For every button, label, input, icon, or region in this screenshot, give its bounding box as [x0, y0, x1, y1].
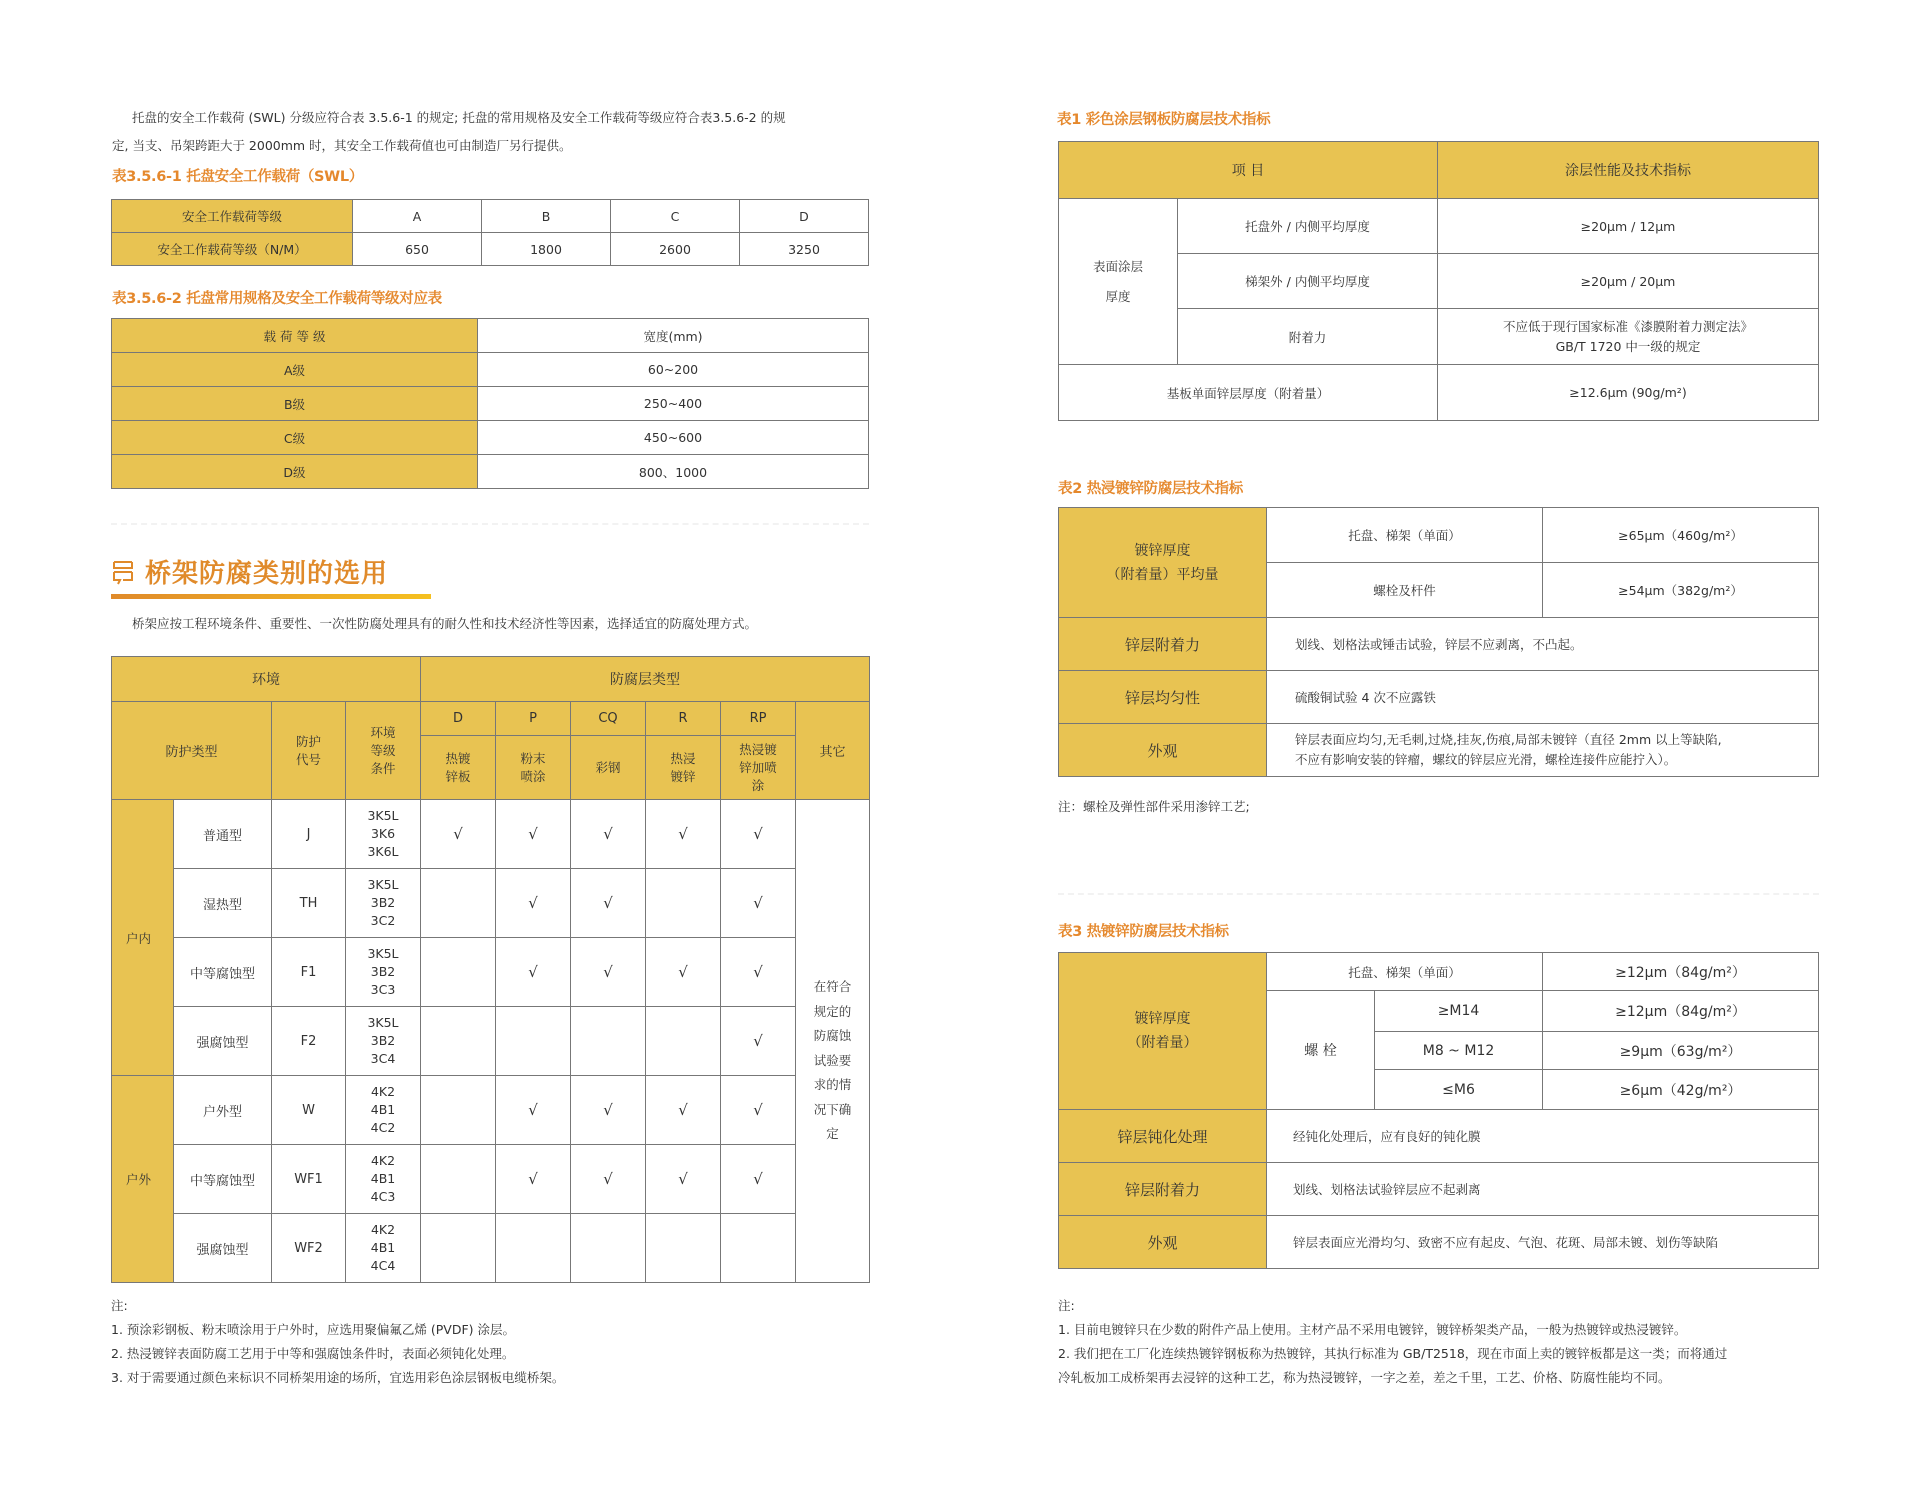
table-row — [1059, 508, 1819, 563]
spec-cell: ≥20μm / 20μm — [1438, 254, 1819, 309]
coating-code-d: D — [421, 702, 496, 736]
env-condition: 3K5L 3B2 3C4 — [346, 1007, 421, 1076]
row-label: 外观 — [1059, 724, 1267, 777]
table-row — [1059, 618, 1819, 671]
note-item: 冷轧板加工成桥架再去浸锌的这种工艺，称为热浸镀锌，一字之差，差之千里，工艺、价格、防腐性能均不同。 — [1058, 1370, 1671, 1385]
table1-title: 表3.5.6-1 托盘安全工作载荷（SWL） — [112, 169, 364, 185]
protection-code: TH — [272, 869, 346, 938]
header-grade: 载 荷 等 级 — [112, 319, 478, 353]
protection-type: 中等腐蚀型 — [174, 938, 272, 1007]
check-cell-d — [421, 1007, 496, 1076]
grade-cell: C — [611, 200, 740, 233]
coating-name: 热浸镀 锌加喷 涂 — [721, 736, 796, 800]
right-table1-title: 表1 彩色涂层钢板防腐层技术指标 — [1057, 112, 1271, 128]
row-label: 安全工作载荷等级（N/M） — [112, 233, 353, 266]
environment-group: 户内 — [112, 800, 174, 1076]
check-cell-d — [421, 1145, 496, 1214]
spec-line: GB/T 1720 中一级的规定 — [1555, 338, 1701, 354]
header-spec: 涂层性能及技术指标 — [1438, 142, 1819, 199]
table-row — [112, 1214, 870, 1283]
row-label: 锌层附着力 — [1059, 618, 1267, 671]
table-header-row — [112, 702, 870, 736]
protection-code: F1 — [272, 938, 346, 1007]
corrosion-selection-table — [111, 656, 870, 1283]
check-cell-rp: √ — [721, 1145, 796, 1214]
row-text: 经钝化处理后，应有良好的钝化膜 — [1267, 1110, 1819, 1163]
width-grade-table — [111, 318, 869, 489]
note-item: 1. 预涂彩钢板、粉末喷涂用于户外时，应选用聚偏氟乙烯 (PVDF) 涂层。 — [111, 1322, 516, 1337]
check-cell-p: √ — [496, 800, 571, 869]
spec-cell: ≥65μm（460g/m²） — [1543, 508, 1819, 563]
right-table2-title: 表2 热浸镀锌防腐层技术指标 — [1058, 481, 1243, 497]
protection-code: WF2 — [272, 1214, 346, 1283]
check-cell-rp: √ — [721, 800, 796, 869]
table-row — [112, 938, 870, 1007]
table-row — [112, 353, 869, 387]
check-cell-cq — [571, 1214, 646, 1283]
header-item: 项 目 — [1059, 142, 1438, 199]
protection-type: 普通型 — [174, 800, 272, 869]
check-cell-cq: √ — [571, 1076, 646, 1145]
section-description: 桥架应按工程环境条件、重要性、一次性防腐处理具有的耐久性和技术经济性等因素，选择适宜的防腐处理方式。 — [132, 616, 758, 631]
item-cell: 附着力 — [1178, 309, 1438, 365]
check-cell-r: √ — [646, 800, 721, 869]
check-cell-p — [496, 1214, 571, 1283]
item-cell: 螺栓及杆件 — [1267, 563, 1543, 618]
table-row — [1059, 199, 1819, 254]
row-label: 锌层附着力 — [1059, 1163, 1267, 1216]
note-item: 2. 热浸镀锌表面防腐工艺用于中等和强腐蚀条件时，表面必须钝化处理。 — [111, 1346, 515, 1361]
group-label — [1059, 199, 1178, 365]
thickness-label — [1059, 508, 1267, 618]
width-cell: 250~400 — [478, 387, 869, 421]
width-cell: 800、1000 — [478, 455, 869, 489]
protection-type: 中等腐蚀型 — [174, 1145, 272, 1214]
env-condition: 4K2 4B1 4C2 — [346, 1076, 421, 1145]
check-cell-cq: √ — [571, 869, 646, 938]
table-header-row — [112, 319, 869, 353]
label-line: 镀锌厚度 — [1134, 542, 1191, 559]
check-cell-rp: √ — [721, 1007, 796, 1076]
width-cell: 60~200 — [478, 353, 869, 387]
table-row — [112, 200, 869, 233]
note-item: 2. 我们把在工厂化连续热镀锌钢板称为热镀锌，其执行标准为 GB/T2518，现在市面上卖的镀锌板都是这一类；而将通过 — [1058, 1346, 1728, 1361]
check-cell-cq: √ — [571, 800, 646, 869]
table-row — [112, 455, 869, 489]
environment-group: 户外 — [112, 1076, 174, 1283]
grade-cell: D级 — [112, 455, 478, 489]
hot-galvanizing-table — [1058, 952, 1819, 1269]
spec-cell: ≥9μm（63g/m²） — [1543, 1032, 1819, 1070]
notes-label: 注: — [111, 1298, 128, 1313]
color-coated-steel-table — [1058, 141, 1819, 421]
swl-table — [111, 199, 869, 266]
protection-type: 户外型 — [174, 1076, 272, 1145]
check-cell-p: √ — [496, 869, 571, 938]
item-cell: 托盘、梯架（单面） — [1267, 953, 1543, 991]
group-label-text: 表面涂层 厚度 — [1092, 258, 1143, 304]
divider — [111, 523, 869, 525]
item-cell: 托盘、梯架（单面） — [1267, 508, 1543, 563]
check-cell-rp — [721, 1214, 796, 1283]
check-cell-r — [646, 869, 721, 938]
table2-title: 表3.5.6-2 托盘常用规格及安全工作载荷等级对应表 — [112, 291, 442, 307]
table-row — [112, 387, 869, 421]
width-cell: 450~600 — [478, 421, 869, 455]
coating-code-p: P — [496, 702, 571, 736]
check-cell-r: √ — [646, 1145, 721, 1214]
table-row — [112, 421, 869, 455]
value-cell: 650 — [353, 233, 482, 266]
table2-note: 注：螺栓及弹性部件采用渗锌工艺; — [1058, 799, 1250, 814]
label-line: 镀锌厚度 — [1134, 1011, 1191, 1027]
check-cell-cq: √ — [571, 1145, 646, 1214]
spec-cell: ≥6μm（42g/m²） — [1543, 1070, 1819, 1110]
item-cell: 基板单面锌层厚度（附着量） — [1059, 365, 1438, 421]
spec-cell: ≥20μm / 12μm — [1438, 199, 1819, 254]
size-cell: ≥M14 — [1375, 991, 1543, 1032]
protection-code: WF1 — [272, 1145, 346, 1214]
table-row — [112, 869, 870, 938]
note-item: 3. 对于需要通过颜色来标识不同桥架用途的场所，宜选用彩色涂层钢板电缆桥架。 — [111, 1370, 565, 1385]
row-label: 安全工作载荷等级 — [112, 200, 353, 233]
header-protection-type: 防护类型 — [112, 702, 272, 800]
coating-name: 粉末 喷涂 — [496, 736, 571, 800]
row-text: 硫酸铜试验 4 次不应露铁 — [1267, 671, 1819, 724]
value-cell: 2600 — [611, 233, 740, 266]
coating-name: 热镀 锌板 — [421, 736, 496, 800]
protection-code: J — [272, 800, 346, 869]
check-cell-rp: √ — [721, 869, 796, 938]
env-condition: 3K5L 3K6 3K6L — [346, 800, 421, 869]
check-cell-r: √ — [646, 1076, 721, 1145]
grade-cell: B级 — [112, 387, 478, 421]
check-cell-d — [421, 938, 496, 1007]
header-width: 宽度(mm) — [478, 319, 869, 353]
table-row — [1059, 724, 1819, 777]
coating-code-cq: CQ — [571, 702, 646, 736]
check-cell-r — [646, 1214, 721, 1283]
grade-cell: A — [353, 200, 482, 233]
table-row — [1059, 365, 1819, 421]
intro-line-2: 定, 当支、吊架跨距大于 2000mm 时，其安全工作载荷值也可由制造厂另行提供。 — [112, 138, 572, 153]
check-cell-d — [421, 1214, 496, 1283]
coating-code-r: R — [646, 702, 721, 736]
check-cell-d: √ — [421, 800, 496, 869]
row-text: 划线、划格法试验锌层应不起剥离 — [1267, 1163, 1819, 1216]
spec-cell: ≥12.6μm (90g/m²) — [1438, 365, 1819, 421]
table-row — [112, 1076, 870, 1145]
item-cell: 梯架外 / 内侧平均厚度 — [1178, 254, 1438, 309]
coating-code-rp: RP — [721, 702, 796, 736]
label-line: （附着量）平均量 — [1106, 566, 1219, 583]
note-item: 1. 目前电镀锌只在少数的附件产品上使用。主材产品不采用电镀锌，镀锌桥架类产品，一般为热镀锌或热浸镀锌。 — [1058, 1322, 1687, 1337]
table-row — [112, 800, 870, 869]
check-cell-d — [421, 1076, 496, 1145]
spec-cell: ≥54μm（382g/m²） — [1543, 563, 1819, 618]
row-label: 外观 — [1059, 1216, 1267, 1269]
spec-cell: ≥12μm（84g/m²） — [1543, 953, 1819, 991]
coating-name: 彩钢 — [571, 736, 646, 800]
header-other: 其它 — [796, 702, 870, 800]
check-cell-p — [496, 1007, 571, 1076]
row-text — [1267, 724, 1819, 777]
table-row — [112, 1145, 870, 1214]
other-note: 在符合 规定的 防腐蚀 试验要 求的情 况下确 定 — [796, 800, 870, 1283]
table-row — [112, 1007, 870, 1076]
coating-name: 热浸 镀锌 — [646, 736, 721, 800]
check-cell-r — [646, 1007, 721, 1076]
table-header-row — [1059, 142, 1819, 199]
check-cell-r: √ — [646, 938, 721, 1007]
table-row — [1059, 1216, 1819, 1269]
value-cell: 1800 — [482, 233, 611, 266]
intro-line-1: 托盘的安全工作载荷 (SWL) 分级应符合表 3.5.6-1 的规定; 托盘的常用规格及安全工作载荷等级应符合表3.5.6-2 的规 — [132, 110, 786, 125]
notes-label: 注: — [1058, 1298, 1075, 1313]
check-cell-d — [421, 869, 496, 938]
size-cell: M8 ~ M12 — [1375, 1032, 1543, 1070]
grade-cell: A级 — [112, 353, 478, 387]
table-row — [1059, 953, 1819, 991]
spec-cell: ≥12μm（84g/m²） — [1543, 991, 1819, 1032]
right-notes — [1058, 1294, 1727, 1390]
grade-cell: C级 — [112, 421, 478, 455]
value-cell: 3250 — [740, 233, 869, 266]
cable-tray-icon — [111, 558, 137, 586]
right-table3-title: 表3 热镀锌防腐层技术指标 — [1058, 924, 1229, 940]
spec-cell — [1438, 309, 1819, 365]
bolt-label: 螺 栓 — [1267, 991, 1375, 1110]
check-cell-p: √ — [496, 1076, 571, 1145]
grade-cell: D — [740, 200, 869, 233]
row-label: 锌层均匀性 — [1059, 671, 1267, 724]
header-protection-code: 防护 代号 — [272, 702, 346, 800]
section-title: 桥架防腐类别的选用 — [145, 559, 389, 589]
header-environment: 环境 — [112, 657, 421, 702]
check-cell-rp: √ — [721, 1076, 796, 1145]
table-row — [1059, 1163, 1819, 1216]
text-line: 锌层表面应均匀,无毛刺,过烧,挂灰,伤痕,局部未镀锌（直径 2mm 以上等缺陷, — [1295, 732, 1722, 747]
table-row — [1059, 1110, 1819, 1163]
section-underline — [111, 594, 431, 599]
env-condition: 4K2 4B1 4C4 — [346, 1214, 421, 1283]
env-condition: 3K5L 3B2 3C3 — [346, 938, 421, 1007]
text-line: 不应有影响安装的锌瘤，螺纹的锌层应光滑，螺栓连接件应能拧入）。 — [1295, 752, 1677, 767]
check-cell-cq — [571, 1007, 646, 1076]
hot-dip-galvanizing-table — [1058, 507, 1819, 777]
item-cell: 托盘外 / 内侧平均厚度 — [1178, 199, 1438, 254]
row-label: 锌层钝化处理 — [1059, 1110, 1267, 1163]
table-row — [1059, 671, 1819, 724]
thickness-label — [1059, 953, 1267, 1110]
check-cell-rp: √ — [721, 938, 796, 1007]
check-cell-p: √ — [496, 938, 571, 1007]
label-line: （附着量） — [1127, 1035, 1198, 1051]
env-condition: 4K2 4B1 4C3 — [346, 1145, 421, 1214]
protection-code: W — [272, 1076, 346, 1145]
divider — [1058, 893, 1819, 895]
left-notes — [111, 1294, 564, 1390]
protection-type: 强腐蚀型 — [174, 1007, 272, 1076]
grade-cell: B — [482, 200, 611, 233]
table-header-row — [112, 657, 870, 702]
protection-code: F2 — [272, 1007, 346, 1076]
row-text: 锌层表面应光滑均匀、致密不应有起皮、气泡、花斑、局部未镀、划伤等缺陷 — [1267, 1216, 1819, 1269]
protection-type: 强腐蚀型 — [174, 1214, 272, 1283]
env-condition: 3K5L 3B2 3C2 — [346, 869, 421, 938]
spec-line: 不应低于现行国家标准《漆膜附着力测定法》 — [1503, 318, 1754, 334]
check-cell-p: √ — [496, 1145, 571, 1214]
check-cell-cq: √ — [571, 938, 646, 1007]
row-text: 划线、划格法或锤击试验，锌层不应剥离，不凸起。 — [1267, 618, 1819, 671]
table-row — [112, 233, 869, 266]
header-env-condition: 环境 等级 条件 — [346, 702, 421, 800]
header-coating-type: 防腐层类型 — [421, 657, 870, 702]
size-cell: ≤M6 — [1375, 1070, 1543, 1110]
protection-type: 湿热型 — [174, 869, 272, 938]
